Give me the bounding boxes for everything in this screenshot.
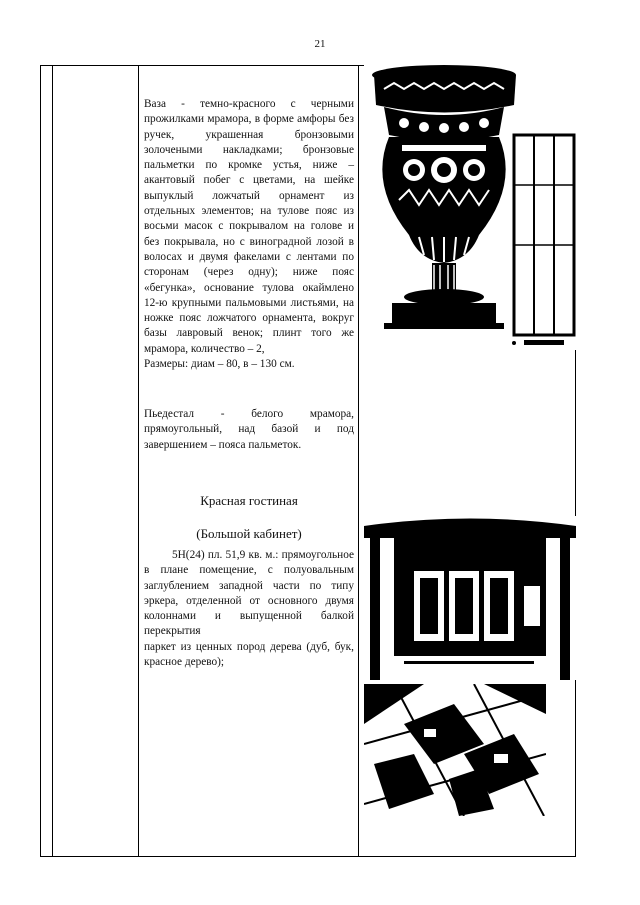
vase-photo xyxy=(364,65,576,350)
column-divider xyxy=(358,66,359,856)
pedestal-text: Пьедестал - белого мрамора, прямоугольный, над базой и под завершением – пояса пальметок. xyxy=(144,408,354,451)
vase-description-text: Ваза - темно-красного с черными прожилками мрамора, в форме амфоры без ручек, украшенная бронзовыми золочеными накладками; бронзовые пальметки по кромке устья, ниже – акантовый побег с цветами, на шейке выпуклый ложчатый орнамент из отдельных элементов; на тулове пояс из восьми масок с покрывалом на голове и без покрывала, но с виноградной лозой в волосах и двумя факелами с лентами по сторонам (через одну); ниже пояс «бегунка», основание тулова окаймлено 12-ю крупными пальмовыми листьями, на ножке пояс ложчатого орнамента, вокруг базы лавровый венок; плинт того же мрамора, количество – 2, xyxy=(144,98,354,355)
column-divider xyxy=(52,66,53,856)
column-divider xyxy=(138,66,139,856)
interior-photo xyxy=(364,516,576,680)
room-floor: паркет из ценных пород дерева (дуб, бук, красное дерево); xyxy=(144,640,354,669)
room-subtitle: (Большой кабинет) xyxy=(196,526,302,541)
pedestal-description xyxy=(144,407,354,453)
parquet-photo xyxy=(364,684,546,816)
room-description: 5Н(24) пл. 51,9 кв. м.: прямоугольное в плане помещение, с полуовальным заглублением западной части по типу эркера, отделенной от основного двумя колоннами и выпущенной балкой перекрытия xyxy=(144,549,354,638)
vase-dimensions: Размеры: диам – 80, в – 130 см. xyxy=(144,358,295,371)
vase-description xyxy=(144,97,354,372)
page-number: 21 xyxy=(314,38,326,50)
room-title: Красная гостиная xyxy=(200,493,298,508)
room-description-block xyxy=(144,548,354,670)
